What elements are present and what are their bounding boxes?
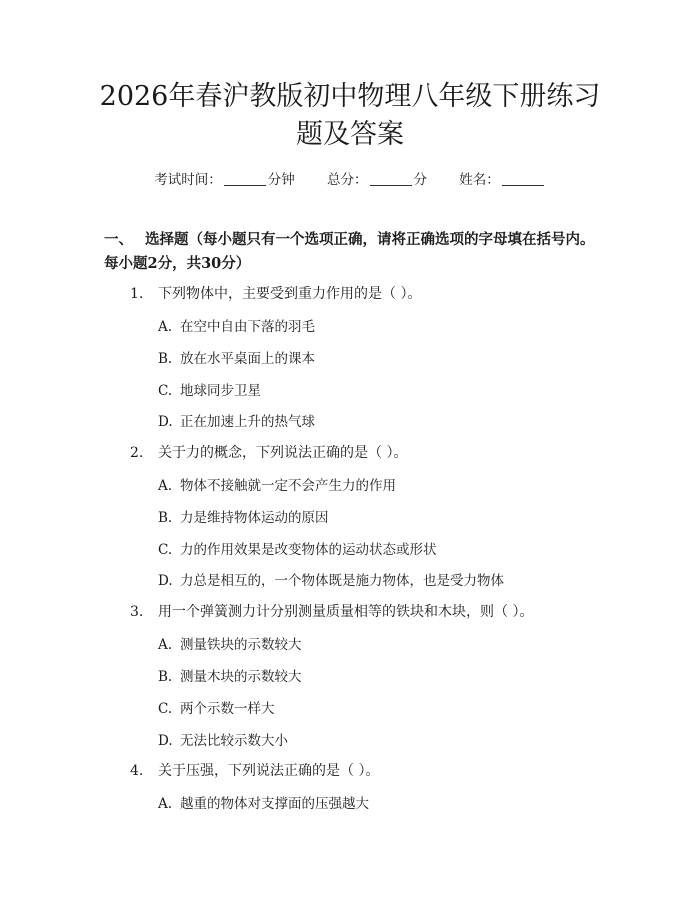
option-letter: C. <box>158 542 173 558</box>
score-blank[interactable] <box>370 171 412 186</box>
option-3c[interactable] <box>158 697 275 717</box>
option-letter: A. <box>158 319 173 335</box>
total-score <box>327 172 431 188</box>
option-letter: D. <box>158 733 173 749</box>
option-text: 正在加速上升的热气球 <box>180 414 315 430</box>
option-2d[interactable] <box>158 569 504 589</box>
option-text: 测量铁块的示数较大 <box>180 637 302 653</box>
question-text: 用一个弹簧测力计分别测量质量相等的铁块和木块，则（ ）。 <box>158 604 534 620</box>
option-text: 两个示数一样大 <box>180 701 275 717</box>
exam-time <box>154 172 299 188</box>
option-text: 物体不接触就一定不会产生力的作用 <box>180 478 396 494</box>
option-letter: A. <box>158 478 173 494</box>
time-label: 考试时间： <box>154 172 222 188</box>
option-3b[interactable] <box>158 665 302 685</box>
option-3a[interactable] <box>158 633 302 653</box>
score-unit: 分 <box>413 172 427 188</box>
option-text: 无法比较示数大小 <box>180 733 288 749</box>
question-number: 2. <box>130 445 144 461</box>
option-letter: B. <box>158 351 173 367</box>
name-label: 姓名： <box>459 172 500 188</box>
option-letter: C. <box>158 383 173 399</box>
option-text: 地球同步卫星 <box>180 383 261 399</box>
question-number: 3. <box>130 604 144 620</box>
option-2b[interactable] <box>158 506 329 526</box>
option-2a[interactable] <box>158 474 396 494</box>
option-text: 测量木块的示数较大 <box>180 669 302 685</box>
option-2c[interactable] <box>158 538 437 558</box>
option-1b[interactable] <box>158 347 315 367</box>
option-letter: C. <box>158 701 173 717</box>
section-instructions: 选择题（每小题只有一个选项正确，请将正确选项的字母填在括号内。每小题2分，共30分） <box>104 231 595 272</box>
student-name <box>459 172 546 188</box>
section-heading <box>104 228 598 276</box>
time-unit: 分钟 <box>267 172 295 188</box>
option-text: 越重的物体对支撑面的压强越大 <box>180 796 369 812</box>
option-text: 放在水平桌面上的课本 <box>180 351 315 367</box>
option-text: 力的作用效果是改变物体的运动状态或形状 <box>180 542 437 558</box>
question-text: 关于压强，下列说法正确的是（ ）。 <box>158 763 380 779</box>
question-3 <box>130 601 533 621</box>
option-letter: D. <box>158 573 173 589</box>
option-letter: D. <box>158 414 173 430</box>
option-text: 力总是相互的，一个物体既是施力物体，也是受力物体 <box>180 573 504 589</box>
question-text: 关于力的概念，下列说法正确的是（ ）。 <box>158 445 408 461</box>
section-number: 一、 <box>104 231 133 248</box>
option-1c[interactable] <box>158 379 261 399</box>
option-letter: A. <box>158 637 173 653</box>
question-1 <box>130 283 421 303</box>
name-blank[interactable] <box>502 171 544 186</box>
option-letter: A. <box>158 796 173 812</box>
document-title: 2026年春沪教版初中物理八年级下册练习题及答案 <box>99 81 601 150</box>
option-3d[interactable] <box>158 729 288 749</box>
option-text: 力是维持物体运动的原因 <box>180 510 329 526</box>
option-4a[interactable] <box>158 792 369 812</box>
option-1d[interactable] <box>158 410 315 430</box>
option-letter: B. <box>158 510 173 526</box>
question-4 <box>130 760 379 780</box>
option-1a[interactable] <box>158 315 315 335</box>
score-label: 总分： <box>327 172 368 188</box>
question-text: 下列物体中，主要受到重力作用的是（ ）。 <box>158 286 422 302</box>
question-number: 4. <box>130 763 144 779</box>
question-number: 1. <box>130 286 144 302</box>
option-letter: B. <box>158 669 173 685</box>
exam-info-line <box>0 168 700 188</box>
question-2 <box>130 442 407 462</box>
time-blank[interactable] <box>224 171 266 186</box>
option-text: 在空中自由下落的羽毛 <box>180 319 315 335</box>
